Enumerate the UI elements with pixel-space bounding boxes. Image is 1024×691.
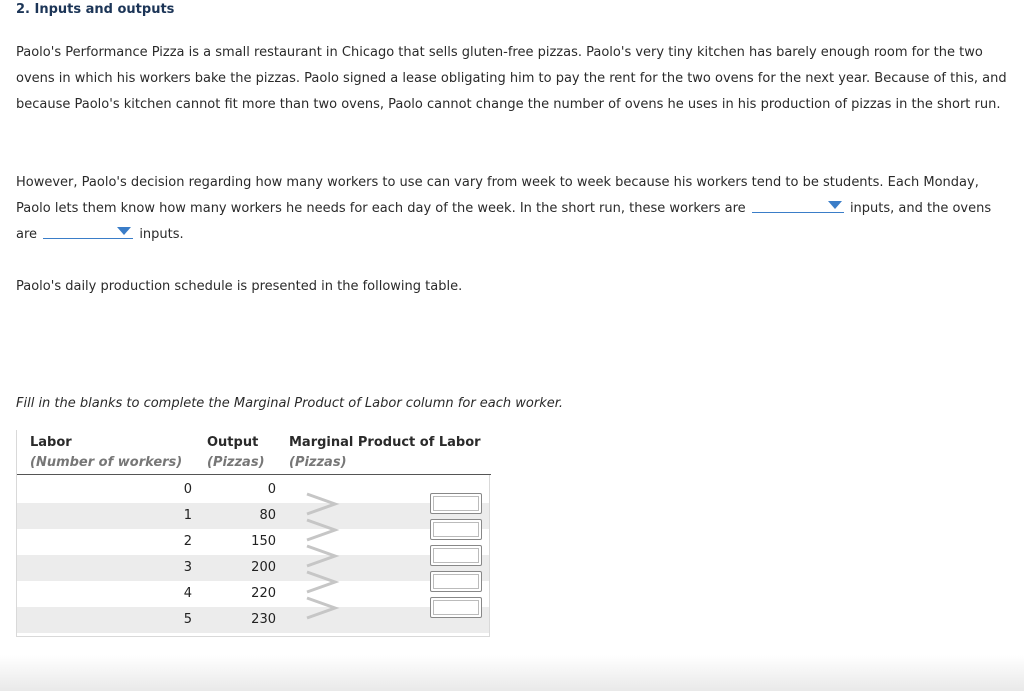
mpl-input-worker-2[interactable]	[430, 519, 482, 540]
table-row	[17, 555, 489, 581]
workers-input-type-dropdown[interactable]	[752, 196, 844, 213]
bottom-fade	[0, 655, 1024, 691]
labor-cell: 1	[183, 508, 192, 523]
bracket-chevron-icon	[305, 544, 341, 568]
header-labor-sub: (Number of workers)	[30, 455, 183, 470]
output-cell: 150	[251, 534, 276, 549]
output-cell: 220	[251, 586, 276, 601]
bracket-chevron-icon	[305, 570, 341, 594]
workers-paragraph	[16, 170, 1008, 248]
output-cell: 230	[251, 612, 276, 627]
workers-text-3: inputs.	[139, 227, 184, 242]
output-cell: 0	[267, 482, 276, 497]
bracket-chevron-icon	[305, 492, 341, 516]
chevron-down-icon	[117, 227, 131, 235]
output-cell: 200	[251, 560, 276, 575]
workers-text-2: inputs, and the ovens are	[16, 201, 992, 242]
table-row	[17, 607, 489, 633]
labor-cell: 2	[183, 534, 192, 549]
schedule-paragraph: Paolo's daily production schedule is presented in the following table.	[16, 279, 463, 294]
header-mpl-sub: (Pizzas)	[289, 455, 347, 470]
header-mpl: Marginal Product of Labor	[289, 435, 481, 450]
instruction-text: Fill in the blanks to complete the Marginal Product of Labor column for each worker.	[16, 396, 564, 411]
workers-text-1: However, Paolo's decision regarding how many workers to use can vary from week to week because his workers tend to be students. Each Monday, Paolo lets them know how many workers he needs for each day of the week. In the short run, these workers are	[16, 175, 979, 216]
production-table	[16, 430, 490, 637]
labor-cell: 5	[183, 612, 192, 627]
labor-cell: 3	[183, 560, 192, 575]
output-cell: 80	[259, 508, 276, 523]
header-output: Output	[207, 435, 259, 450]
table-row	[17, 477, 489, 503]
mpl-input-worker-4[interactable]	[430, 571, 482, 592]
chevron-down-icon	[828, 201, 842, 209]
mpl-input-worker-3[interactable]	[430, 545, 482, 566]
header-output-sub: (Pizzas)	[207, 455, 265, 470]
mpl-input-worker-1[interactable]	[430, 493, 482, 514]
intro-paragraph: Paolo's Performance Pizza is a small restaurant in Chicago that sells gluten-free pizzas. Paolo's very tiny kitchen has barely enough room for the two ovens in which his workers bake the pizzas. Paolo signed a lease obligating him to pay the rent for the two ovens for the next year. Because of this, and because Paolo's kitchen cannot fit more than two ovens, Paolo cannot change the number of ovens he uses in his production of pizzas in the short run.	[16, 45, 1007, 112]
table-row	[17, 503, 489, 529]
table-row	[17, 529, 489, 555]
labor-cell: 0	[183, 482, 192, 497]
mpl-input-worker-5[interactable]	[430, 597, 482, 618]
table-header	[17, 430, 491, 475]
bracket-chevron-icon	[305, 596, 341, 620]
header-labor: Labor	[30, 435, 72, 450]
ovens-input-type-dropdown[interactable]	[43, 222, 133, 239]
bracket-chevron-icon	[305, 518, 341, 542]
section-title: 2. Inputs and outputs	[16, 2, 175, 17]
table-row	[17, 581, 489, 607]
labor-cell: 4	[183, 586, 192, 601]
